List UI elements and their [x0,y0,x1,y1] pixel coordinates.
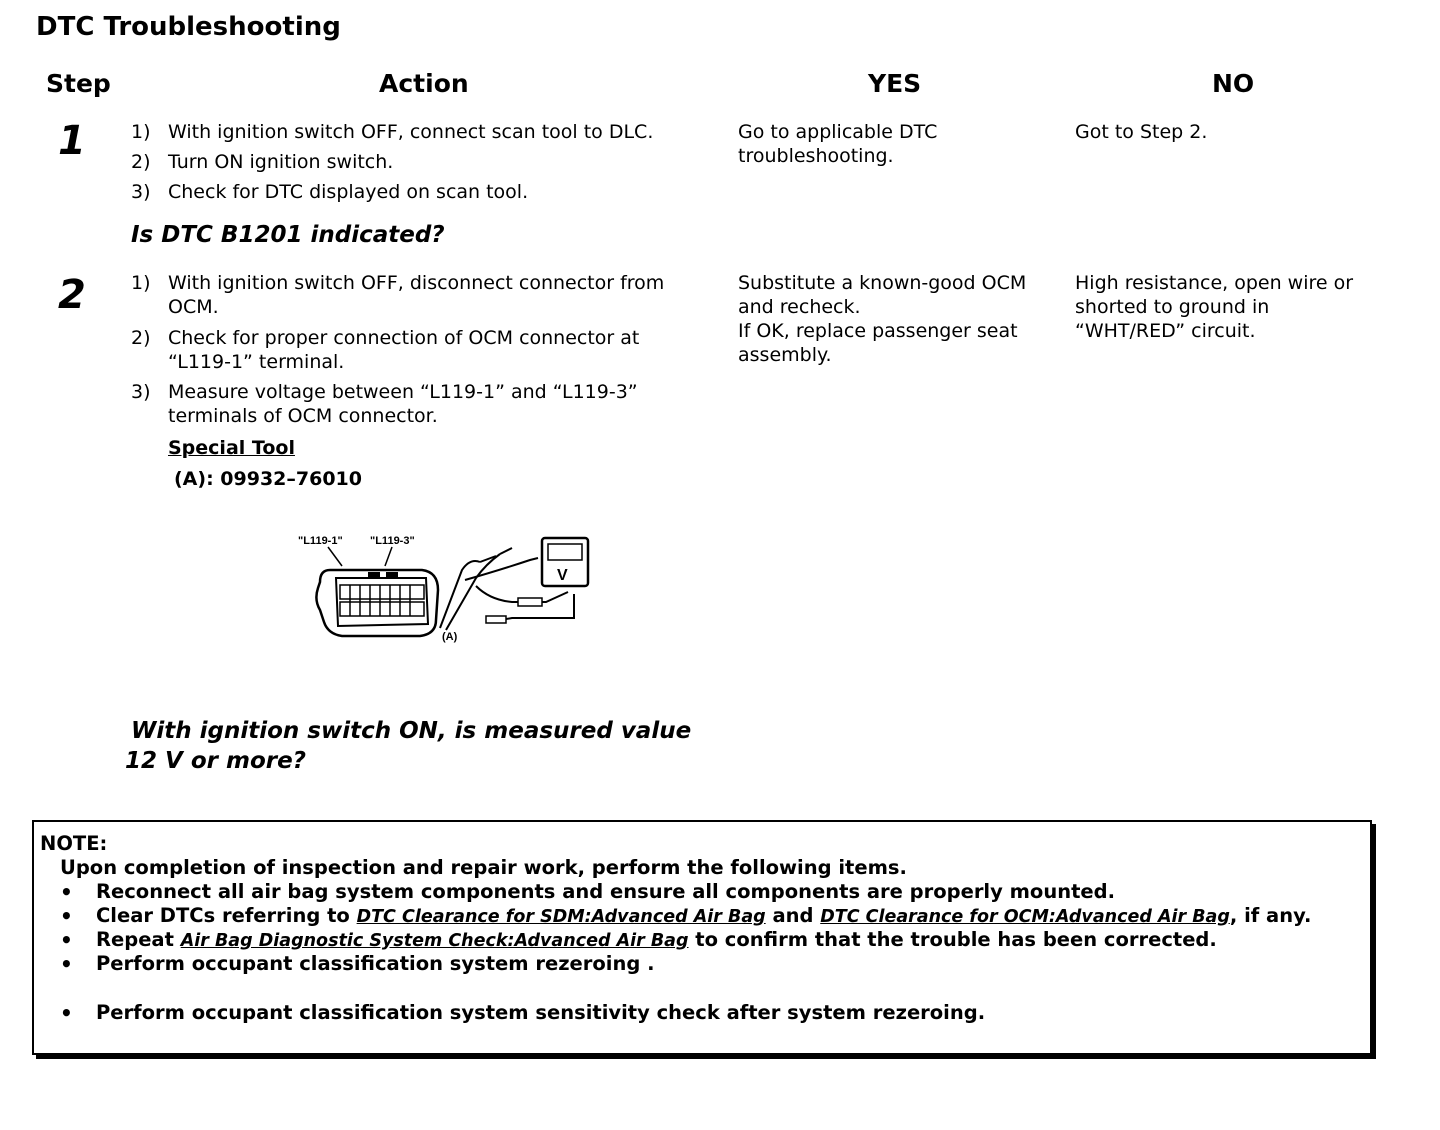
step-2-yes [738,271,1026,367]
link-dtc-clearance-ocm[interactable]: DTC Clearance for OCM:Advanced Air Bag [820,907,1230,927]
bullet-icon: • [60,880,73,904]
header-step: Step [46,69,111,98]
step-1-no-line: Got to Step 2. [1075,121,1208,143]
step-1-yes [738,120,937,168]
step-2-action-3-line1: Measure voltage between “L119-1” and “L119-3” [168,381,638,403]
step-1-no [1075,120,1207,144]
diagram-label-tool-a: (A) [442,631,458,643]
step-2-yes-line: Substitute a known-good OCM [738,272,1027,294]
ocm-connector [316,570,438,636]
step-2-action-2-line1: Check for proper connection of OCM connector at [168,327,640,349]
note-item-5: Perform occupant classification system sensitivity check after system rezeroing. [96,1001,986,1024]
step-2-question-line2: 12 V or more? [125,748,307,774]
voltmeter-connection-diagram [290,530,600,645]
step-2-action-3-line2: terminals of OCM connector. [168,405,438,427]
step-1-action-1-text: With ignition switch OFF, connect scan tool to DLC. [168,121,654,143]
note-item-2-pre: Clear DTCs referring to [96,904,357,927]
step-2-number: 2 [58,272,86,318]
step-1-action-3-text: Check for DTC displayed on scan tool. [168,181,529,203]
step-2-action-1-line2: OCM. [168,296,219,318]
link-dtc-clearance-sdm[interactable]: DTC Clearance for SDM:Advanced Air Bag [356,907,766,927]
header-action: Action [379,69,469,98]
step-2-yes-line: assembly. [738,344,832,366]
header-yes: YES [868,69,922,98]
note-item-4: Perform occupant classification system rezeroing . [96,952,655,975]
voltmeter-icon [542,538,588,586]
note-item-3-pre: Repeat [96,928,181,951]
note-item-2 [96,904,1311,927]
diagram-label-l119-1: "L119-1" [298,535,343,547]
special-tool-label: Special Tool [168,437,295,459]
step-2-no-line: “WHT/RED” circuit. [1075,320,1256,342]
voltmeter-symbol: V [557,567,568,584]
step-2-action-1-num: 1) [131,272,151,294]
link-air-bag-diagnostic-check[interactable]: Air Bag Diagnostic System Check:Advanced Air Bag [180,931,689,951]
step-2-yes-line: If OK, replace passenger seat [738,320,1018,342]
note-box [32,820,1372,1055]
note-item-3 [96,928,1217,951]
step-2-yes-line: and recheck. [738,296,861,318]
header-no: NO [1212,69,1255,98]
note-heading: NOTE: [40,832,108,855]
diagram-label-l119-3: "L119-3" [370,535,415,547]
bullet-icon: • [60,952,73,976]
step-2-action-3-num: 3) [131,381,151,403]
note-item-3-post: to confirm that the trouble has been corrected. [688,928,1217,951]
page-title: DTC Troubleshooting [36,12,341,42]
step-1-action-2-text: Turn ON ignition switch. [168,151,394,173]
step-1-yes-line: Go to applicable DTC [738,121,938,143]
step-2-action-1-line1: With ignition switch OFF, disconnect connector from [168,272,665,294]
step-1-action-3-num: 3) [131,181,151,203]
note-intro: Upon completion of inspection and repair work, perform the following items. [60,856,907,879]
step-2-no [1075,271,1353,343]
note-item-2-mid: and [765,904,821,927]
step-2-no-line: High resistance, open wire or [1075,272,1354,294]
step-1-yes-line: troubleshooting. [738,145,894,167]
note-item-2-post: , if any. [1229,904,1312,927]
step-2-no-line: shorted to ground in [1075,296,1270,318]
note-item-1: Reconnect all air bag system components and ensure all components are properly mounted. [96,880,1116,903]
step-1-action-1-num: 1) [131,121,151,143]
step-2-question-line1: With ignition switch ON, is measured value [131,718,692,744]
step-2-action-2-line2: “L119-1” terminal. [168,351,345,373]
bullet-icon: • [60,904,73,928]
special-tool-value: (A): 09932–76010 [174,468,362,490]
bullet-icon: • [60,928,73,952]
bullet-icon: • [60,1001,73,1025]
step-1-number: 1 [58,118,86,164]
step-2-action-2-num: 2) [131,327,151,349]
step-1-question: Is DTC B1201 indicated? [131,222,445,248]
step-1-action-2-num: 2) [131,151,151,173]
